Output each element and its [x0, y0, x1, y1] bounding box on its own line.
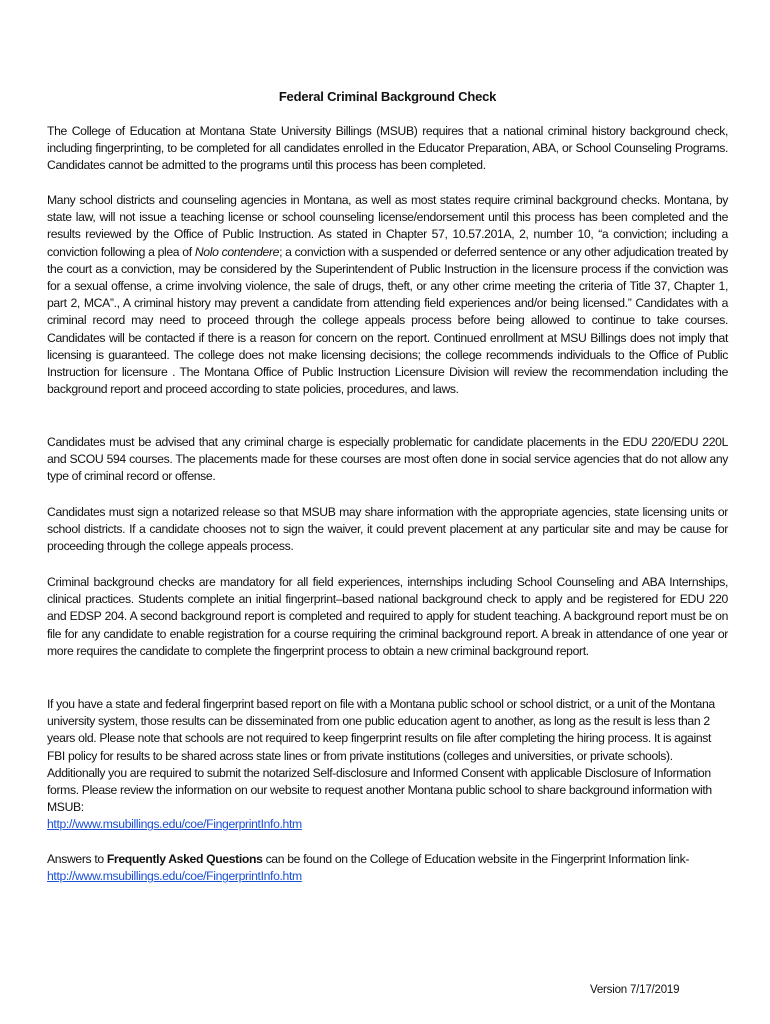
faq-term: Frequently Asked Questions [106, 852, 263, 866]
paragraph-notarized-release: Candidates must sign a notarized release so that MSUB may share information with the appropriate agencies, state licensing units or school districts. If a candidate chooses not to sign the waiver, it could prevent placement at any particular site and may be cause for proceeding through the college appeals process. [47, 505, 728, 554]
paragraph-requirement: The College of Education at Montana State University Billings (MSUB) requires that a national criminal history background check, including fingerprinting, to be completed for all candidates enrolled in the Educator Preparation, ABA, or School Counseling Programs. Candidates cannot be admitted to the programs until this process has been completed. [47, 124, 728, 173]
paragraph-state-law [47, 192, 728, 398]
paragraph-state-law-text-b: ; a conviction with a suspended or deferred sentence or any other adjudication treated by the court as a conviction, may be considered by the Superintendent of Public Instruction in the licensure process if the conviction was for a sexual offense, a crime involving violence, the sale of drugs, theft, or any other crime meeting the criteria of Title 37, Chapter 1, part 2, MCA”., A criminal history may prevent a candidate from attending field experiences and/or being licensed.” Candidates with a criminal record may need to proceed through the college appeals process before being allowed to continue to take courses. Candidates will be contacted if there is a reason for concern on the report. Continued enrollment at MSU Billings does not imply that licensing is guaranteed. The college does not make licensing decisions; the college recommends individuals to the Office of Public Instruction for licensure . The Montana Office of Public Instruction Licensure Division will review the recommendation including the background report and proceed according to state policies, procedures, and laws. [47, 244, 729, 397]
paragraph-faq-text-a: Answers to [47, 852, 107, 866]
paragraph-mandatory-checks: Criminal background checks are mandatory for all field experiences, internships including School Counseling and ABA Internships, clinical practices. Students complete an initial fingerprint–based national background check to apply and be registered for EDU 220 and EDSP 204. A second background report is completed and required to apply for student teaching. A background report must be on file for any candidate to enable registration for a course requiring the criminal background report. A break in attendance of one year or more requires the candidate to complete the fingerprint process to obtain a new criminal background report. [47, 575, 728, 658]
paragraph-state-law-text-a: Many school districts and counseling agencies in Montana, as well as most states require criminal background checks. Montana, by state law, will not issue a teaching license or school counseling license/endorsement until this process has been completed and the results reviewed by the Office of Public Instruction. As stated in Chapter 57, 10.57.201A, 2, number 10, “a conviction; including a conviction following a plea of [47, 193, 728, 259]
paragraph-existing-report [47, 696, 728, 834]
fingerprint-info-link[interactable]: http://www.msubillings.edu/coe/FingerprintInfo.htm [47, 817, 302, 832]
paragraph-criminal-charge-advisory: Candidates must be advised that any criminal charge is especially problematic for candidate placements in the EDU 220/EDU 220L and SCOU 594 courses. The placements made for these courses are most often done in social service agencies that do not allow any type of criminal record or offense. [47, 435, 728, 484]
paragraph-existing-report-text: If you have a state and federal fingerprint based report on file with a Montana public school or school district, or a unit of the Montana university system, those results can be disseminated from one public education agent to another, as long as the result is less than 2 years old. Please note that schools are not required to keep fingerprint results on file after completing the hiring process. It is against FBI policy for results to be shared across state lines or from private institutions (colleges and universities, or private schools). Additionally you are required to submit the notarized Self-disclosure and Informed Consent with applicable Disclosure of Information forms. Please review the information on our website to request another Montana public school to share background information with MSUB: [47, 697, 715, 815]
paragraph-faq-text-b: can be found on the College of Education website in the Fingerprint Information link- [262, 852, 690, 866]
document-title: Federal Criminal Background Check [278, 89, 497, 104]
version-footer: Version 7/17/2019 [590, 984, 680, 996]
paragraph-faq [47, 851, 728, 885]
nolo-contendere-term: Nolo contendere [194, 244, 280, 259]
faq-fingerprint-info-link[interactable]: http://www.msubillings.edu/coe/FingerprintInfo.htm [47, 869, 302, 884]
